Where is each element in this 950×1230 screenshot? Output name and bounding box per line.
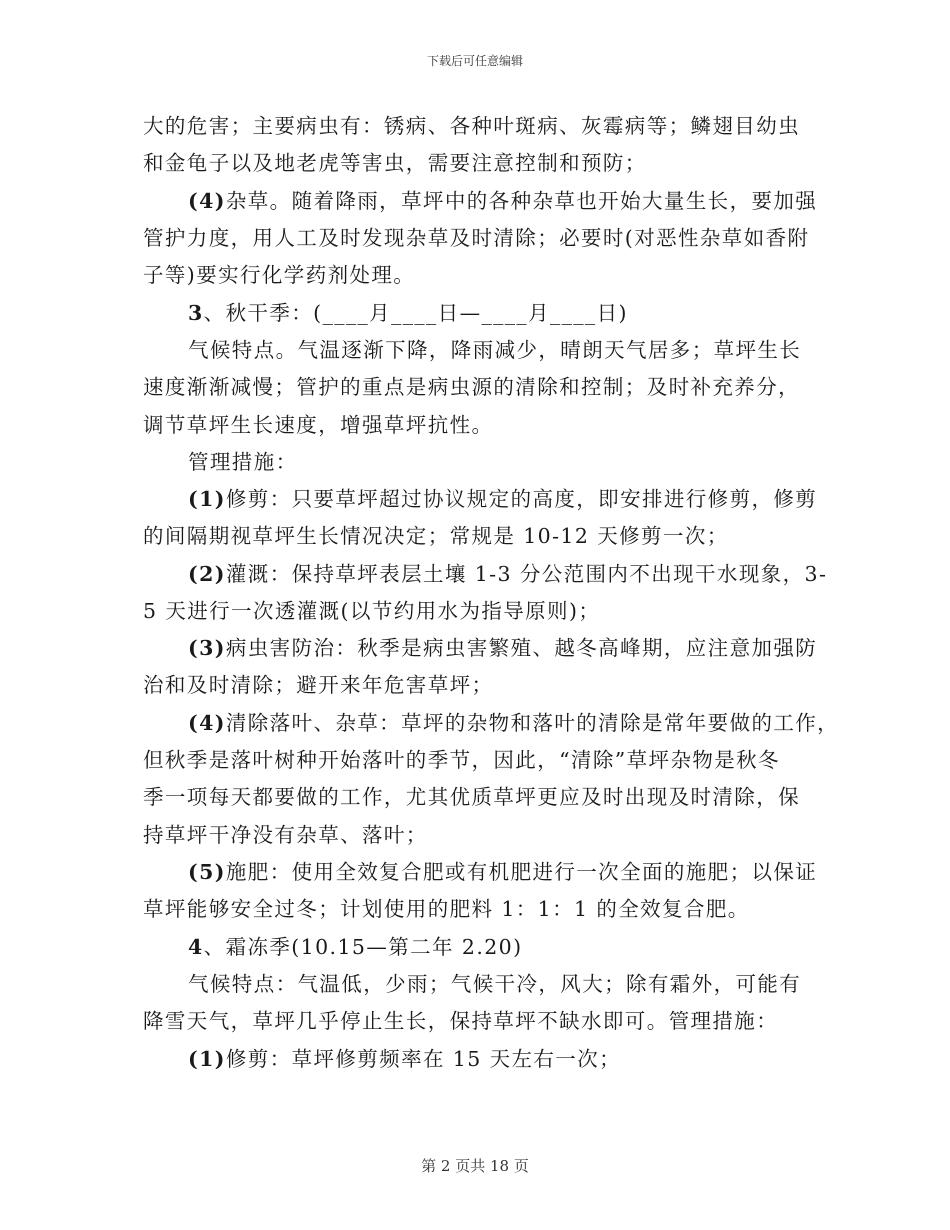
text-line: 治和及时清除；避开来年危害草坪；: [143, 673, 494, 697]
text-line: 速度渐渐减慢；管护的重点是病虫源的清除和控制；及时补充养分，: [143, 375, 800, 399]
text-line: 气候特点。气温逐渐下降，降雨减少，晴朗天气居多；草坪生长: [188, 338, 802, 362]
text-line: 但秋季是落叶树种开始落叶的季节，因此，“清除”草坪杂物是秋冬: [143, 748, 780, 772]
list-item-3: (3)病虫害防治：秋季是病虫害繁殖、越冬高峰期，应注意加强防: [188, 636, 818, 660]
text-line: 调节草坪生长速度，增强草坪抗性。: [143, 413, 494, 437]
text-line: 管护力度，用人工及时发现杂草及时清除；必要时(对恶性杂草如香附: [143, 226, 810, 250]
text-line: 降雪天气，草坪几乎停止生长，保持草坪不缺水即可。管理措施：: [143, 1009, 779, 1033]
list-item-1: (1)修剪：草坪修剪频率在 15 天左右一次；: [188, 1047, 621, 1071]
list-item-4: (4)清除落叶、杂草：草坪的杂物和落叶的清除是常年要做的工作，: [188, 711, 840, 735]
list-item-2: (2)灌溉：保持草坪表层土壤 1-3 分公范围内不出现干水现象，3-: [188, 562, 828, 586]
text-line: 持草坪干净没有杂草、落叶；: [143, 823, 428, 847]
text-line: 和金龟子以及地老虎等害虫，需要注意控制和预防；: [143, 151, 647, 175]
list-item-1: (1)修剪：只要草坪超过协议规定的高度，即安排进行修剪，修剪: [188, 487, 818, 511]
text-line: 管理措施：: [188, 450, 298, 474]
text-line: 气候特点：气温低，少雨；气候干冷，风大；除有霜外，可能有: [188, 972, 802, 996]
text-line: 子等)要实行化学药剂处理。: [143, 263, 416, 287]
page-header: 下载后可任意编辑: [426, 54, 523, 68]
page-footer: 第 2 页共 18 页: [421, 1157, 529, 1175]
text-line: 季一项每天都要做的工作，尤其优质草坪更应及时出现及时清除，保: [143, 785, 800, 809]
section-heading-4: 4、霜冻季(10.15—第二年 2.20): [188, 935, 523, 959]
text-line: 草坪能够安全过冬；计划使用的肥料 1：1：1 的全效复合肥。: [143, 897, 750, 921]
section-heading-3: 3、秋干季：(____月____日—____月____日): [188, 301, 628, 325]
list-item-4: (4)杂草。随着降雨，草坪中的各种杂草也开始大量生长，要加强: [188, 189, 818, 213]
text-line: 的间隔期视草坪生长情况决定；常规是 10-12 天修剪一次；: [143, 524, 729, 548]
text-line: 5 天进行一次透灌溉(以节约用水为指导原则)；: [143, 599, 601, 623]
text-line: 大的危害；主要病虫有：锈病、各种叶斑病、灰霉病等；鳞翅目幼虫: [143, 114, 800, 138]
list-item-5: (5)施肥：使用全效复合肥或有机肥进行一次全面的施肥；以保证: [188, 860, 818, 884]
